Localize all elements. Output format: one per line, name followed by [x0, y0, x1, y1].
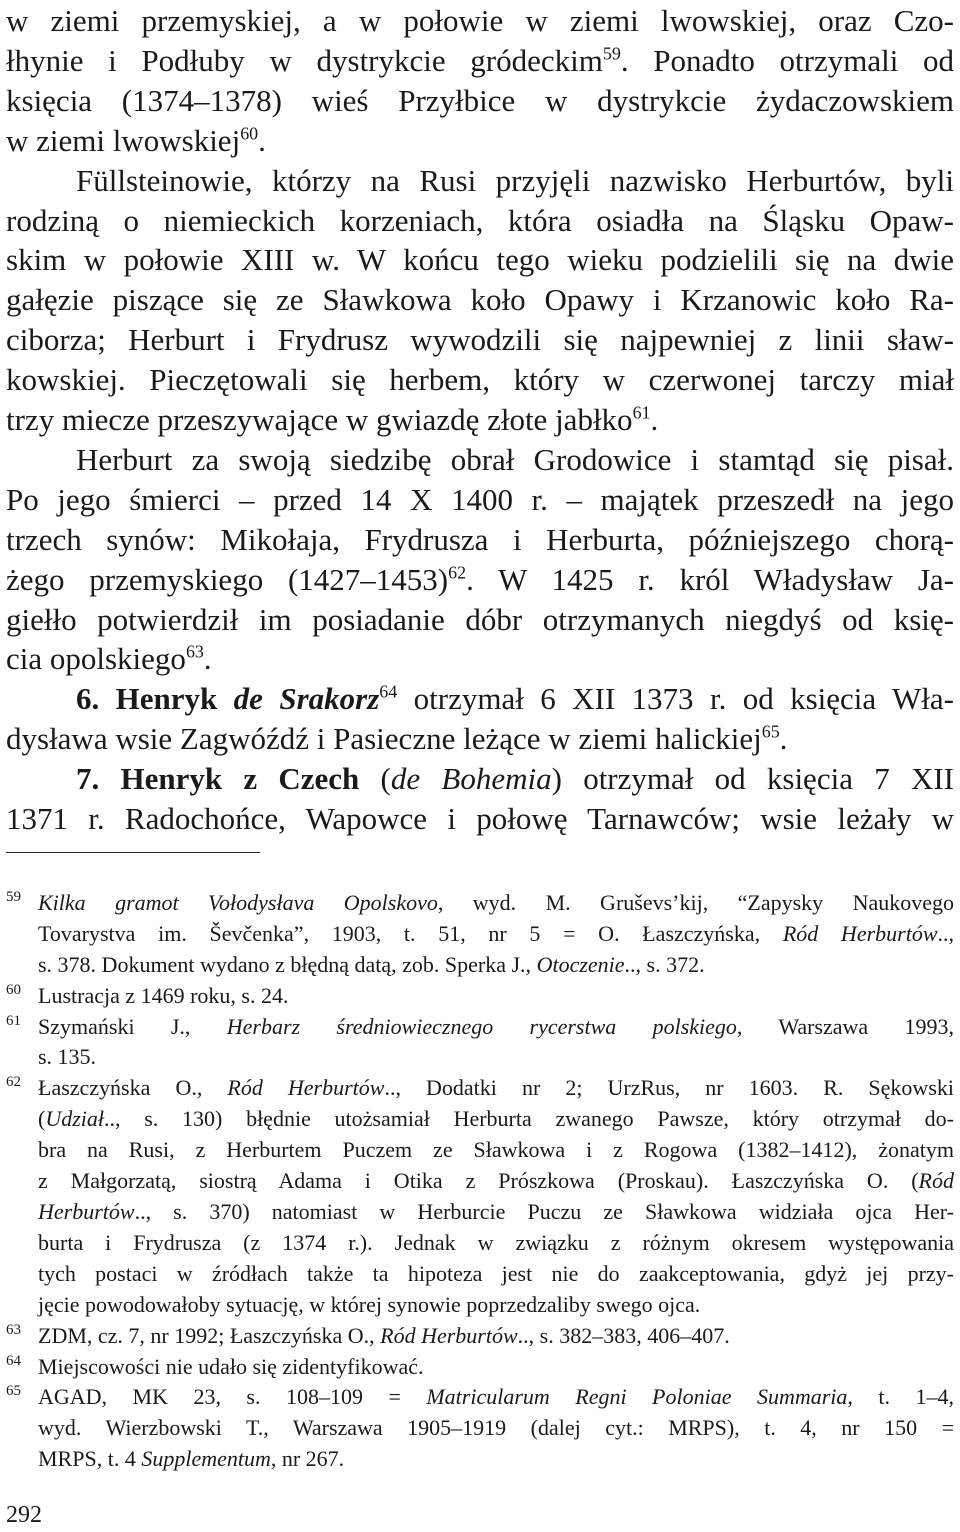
- footnote-line: MRPS, t. 4 Supplementum, nr 267.: [38, 1446, 345, 1472]
- footnote-number: 60: [6, 981, 21, 998]
- footnote-line: AGAD, MK 23, s. 108–109 = Matricularum Regni Poloniae Summaria, t. 1–4,: [38, 1384, 954, 1410]
- footnote-line: Kilka gramot Vołodysłava Opolskovo, wyd. M. Gruševs’kij, “Zapysky Naukovego: [38, 890, 954, 915]
- body-line: rodziną o niemieckich korzeniach, która osiadła na Śląsku Opaw-: [6, 202, 954, 238]
- footnote-line: burta i Frydrusza (z 1374 r.). Jednak w związku z różnym okresem występowania: [38, 1229, 954, 1255]
- body-line: Füllsteinowie, którzy na Rusi przyjęli nazwisko Herburtów, byli: [76, 162, 954, 198]
- footnote-line: Lustracja z 1469 roku, s. 24.: [38, 982, 289, 1008]
- footnote-number: 59: [6, 889, 21, 905]
- page-number: 292: [6, 1502, 42, 1528]
- body-line: giełło potwierdził im posiadanie dóbr otrzymanych niegdyś od księ-: [6, 601, 954, 637]
- footnote-number: 64: [6, 1352, 21, 1369]
- footnote-number: 63: [6, 1321, 21, 1338]
- body-line: 6. Henryk de Srakorz$^{64}$ otrzymał 6 XII 1373 r. od księcia Wła-: [76, 681, 954, 717]
- body-line: cia opolskiego$^{63}$.: [6, 641, 212, 677]
- footnote-line: s. 378. Dokument wydano z błędną datą, zob. Sperka J., Otoczenie.., s. 372.: [38, 951, 705, 977]
- footnote-line: jęcie powodowałoby sytuację, w której synowie poprzedzaliby swego ojca.: [38, 1291, 701, 1317]
- footnote-number: 62: [6, 1074, 21, 1091]
- body-line: w ziemi przemyskiej, a w połowie w ziemi lwowskiej, oraz Czo-: [6, 3, 954, 38]
- footnote-line: ZDM, cz. 7, nr 1992; Łaszczyńska O., Ród Herburtów.., s. 382–383, 406–407.: [38, 1322, 730, 1348]
- footnote-line: Szymański J., Herbarz średniowiecznego rycerstwa polskiego, Warszawa 1993,: [38, 1013, 954, 1039]
- body-line: trzy miecze przeszywające w gwiazdę złote jabłko$^{61}$.: [6, 402, 659, 437]
- body-line: żego przemyskiego (1427–1453)$^{62}$. W 1425 r. król Władysław Ja-: [6, 561, 954, 597]
- footnote-number: 65: [6, 1383, 21, 1400]
- footnote-line: Tovarystva im. Ševčenka”, 1903, t. 51, nr 5 = O. Łaszczyńska, Ród Herburtów..,: [38, 920, 954, 946]
- footnote-separator: [6, 852, 260, 853]
- body-line: gałęzie piszące się ze Sławkowa koło Opawy i Krzanowic koło Ra-: [6, 282, 954, 318]
- body-line: łhynie i Podłuby w dystrykcie gródeckim$^{59}$. Ponadto otrzymali od: [6, 42, 954, 78]
- footnote-number: 61: [6, 1012, 21, 1029]
- footnote-line: wyd. Wierzbowski T., Warszawa 1905–1919 (dalej cyt.: MRPS), t. 4, nr 150 =: [38, 1415, 954, 1441]
- body-line: Po jego śmierci – przed 14 X 1400 r. – majątek przeszedł na jego: [6, 481, 954, 517]
- body-line: 7. Henryk z Czech (de Bohemia) otrzymał od księcia 7 XII: [76, 761, 954, 797]
- body-line: Herburt za swoją siedzibę obrał Grodowice i stamtąd się pisał.: [76, 441, 954, 477]
- body-line: skim w połowie XIII w. W końcu tego wieku podzielili się na dwie: [6, 242, 954, 278]
- footnote-line: Miejscowości nie udało się zidentyfikować.: [38, 1353, 424, 1379]
- footnote-line: tych postaci w źródłach także ta hipoteza jest nie do zaakceptowania, gdyż jej przy-: [38, 1260, 954, 1286]
- body-line: trzech synów: Mikołaja, Frydrusza i Herburta, późniejszego chorą-: [6, 521, 954, 557]
- footnote-line: Herburtów.., s. 370) natomiast w Herburcie Puczu ze Sławkowa widziała ojca Her-: [38, 1198, 954, 1224]
- footnote-line: bra na Rusi, z Herburtem Puczem ze Sławkowa i z Rogowa (1382–1412), żonatym: [38, 1137, 954, 1163]
- footnote-line: (Udział.., s. 130) błędnie utożsamiał Herburta zwanego Pawsze, który otrzymał do-: [38, 1106, 954, 1132]
- body-line: kowskiej. Pieczętowali się herbem, który w czerwonej tarczy miał: [6, 362, 954, 398]
- footnote-line: s. 135.: [38, 1044, 97, 1070]
- body-line: księcia (1374–1378) wieś Przyłbice w dystrykcie żydaczowskiem: [6, 82, 954, 118]
- body-line: 1371 r. Radochońce, Wapowce i połowę Tarnawców; wsie leżały w: [6, 801, 954, 836]
- footnote-line: Łaszczyńska O., Ród Herburtów.., Dodatki nr 2; UrzRus, nr 1603. R. Sękowski: [38, 1075, 954, 1101]
- body-line: dysława wsie Zagwóźdź i Pasieczne leżące w ziemi halickiej$^{65}$.: [6, 721, 788, 757]
- footnote-line: z Małgorzatą, siostrą Adama i Otika z Prószkowa (Proskau). Łaszczyńska O. (Ród: [38, 1168, 954, 1194]
- body-line: w ziemi lwowskiej$^{60}$.: [6, 122, 266, 158]
- body-line: ciborza; Herburt i Frydrusz wywodzili się najpewniej z linii sław-: [6, 322, 954, 358]
